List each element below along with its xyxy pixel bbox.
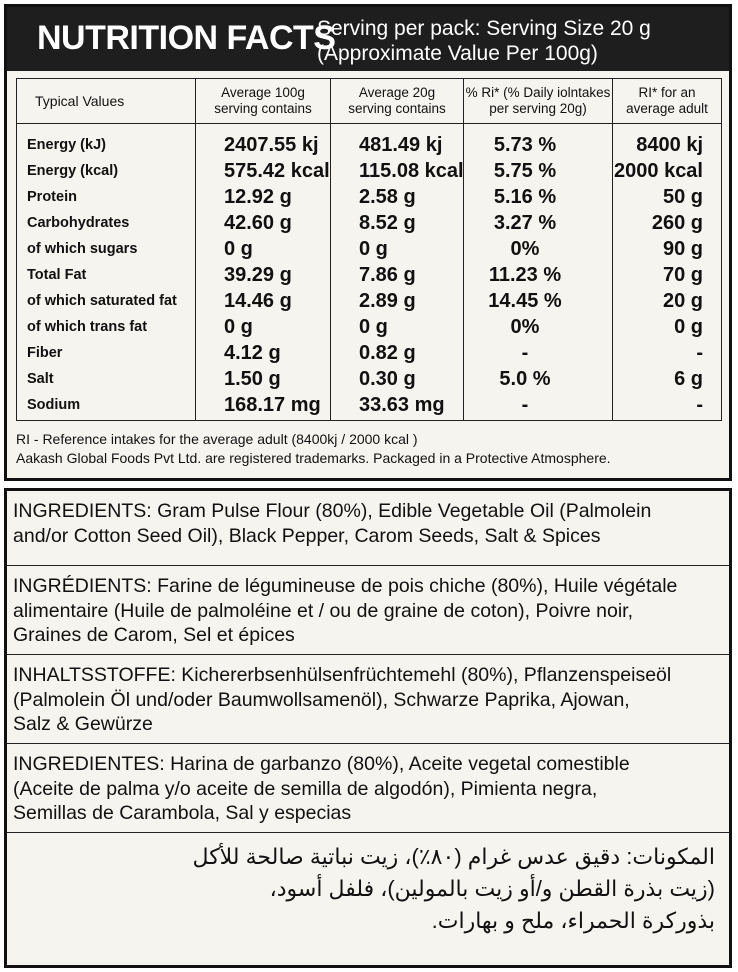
value-per-100g: 12.92 g	[224, 186, 292, 208]
nutrient-label: Fiber	[27, 345, 63, 361]
nutrient-label: Energy (kcal)	[27, 163, 119, 179]
nutrient-label: Energy (kJ)	[27, 137, 106, 153]
nutrient-label: of which saturated fat	[27, 293, 177, 309]
value-ri-percent: 5.73 %	[493, 134, 557, 156]
value-per-20g: 0.82 g	[359, 342, 416, 364]
value-per-20g: 0 g	[359, 316, 388, 338]
ingredients-french	[7, 566, 729, 655]
ingredients-line: INGRÉDIENTS: Farine de légumineuse de pois chiche (80%), Huile végétale	[13, 575, 678, 597]
ingredients-line: INGREDIENTS: Gram Pulse Flour (80%), Edible Vegetable Oil (Palmolein	[13, 500, 652, 522]
header-typical-values: Typical Values	[17, 79, 196, 124]
ingredients-line: (زيت بذرة القطن و/أو زيت بالمولين)، فلفل أسود،	[269, 876, 715, 901]
labels-column	[17, 124, 196, 421]
ri-note: RI - Reference intakes for the average adult (8400kj / 2000 kcal )	[16, 431, 418, 447]
value-ri-adult: 260 g	[651, 212, 703, 234]
value-ri-percent: 11.23 %	[488, 264, 562, 286]
nutrient-label: Carbohydrates	[27, 215, 130, 231]
value-per-20g: 7.86 g	[359, 264, 416, 286]
nutrition-header	[7, 7, 729, 71]
trademark-note: Aakash Global Foods Pvt Ltd. are registered trademarks. Packaged in a Protective Atmosphere.	[16, 450, 611, 466]
value-per-20g: 0.30 g	[359, 368, 416, 390]
ri-column	[464, 124, 613, 421]
value-per-100g: 575.42 kcal	[224, 160, 330, 182]
ingredients-line: alimentaire (Huile de palmoléine et / ou de graine de coton), Poivre noir,	[13, 599, 634, 622]
ingredients-panel	[4, 488, 732, 968]
value-ri-adult: -	[696, 394, 703, 416]
value-per-100g: 1.50 g	[224, 368, 281, 390]
value-ri-percent: 5.75 %	[493, 160, 557, 182]
ingredients-spanish	[7, 744, 729, 833]
ingredients-line: and/or Cotton Seed Oil), Black Pepper, Carom Seeds, Salt & Spices	[13, 524, 601, 547]
value-ri-percent: 5.0 %	[499, 368, 551, 390]
value-ri-percent: 0%	[510, 238, 540, 260]
value-ri-percent: -	[521, 342, 529, 364]
value-per-100g: 14.46 g	[224, 290, 292, 312]
value-ri-adult: -	[696, 342, 703, 364]
ingredients-english	[7, 491, 729, 566]
value-ri-percent: -	[521, 394, 529, 416]
value-per-20g: 33.63 mg	[359, 394, 445, 416]
nutrient-label: Salt	[27, 371, 54, 387]
header-per-20g: Average 20g serving contains	[331, 79, 464, 124]
value-per-20g: 0 g	[359, 238, 388, 260]
nutrition-table	[16, 78, 722, 421]
nutrient-label: of which sugars	[27, 241, 138, 257]
nutrition-title: NUTRITION FACTS	[37, 19, 336, 57]
table-header-row	[17, 79, 722, 124]
value-per-100g: 42.60 g	[224, 212, 292, 234]
value-ri-adult: 70 g	[662, 264, 703, 286]
header-ri-adult: RI* for an average adult	[613, 79, 722, 124]
per20-column	[331, 124, 464, 421]
nutrient-label: Total Fat	[27, 267, 87, 283]
value-per-20g: 481.49 kj	[359, 134, 443, 156]
nutrient-label: Protein	[27, 189, 77, 205]
value-ri-adult: 2000 kcal	[614, 160, 703, 182]
value-ri-percent: 3.27 %	[493, 212, 557, 234]
ingredients-line: (Aceite de palma y/o aceite de semilla de algodón), Pimienta negra,	[13, 777, 598, 800]
ingredients-arabic	[7, 833, 729, 965]
adult-column	[613, 124, 722, 421]
per100-column	[196, 124, 331, 421]
value-ri-adult: 20 g	[662, 290, 703, 312]
header-ri-percent: % Ri* (% Daily iolntakes per serving 20g)	[464, 79, 613, 124]
value-ri-adult: 0 g	[674, 316, 703, 338]
value-per-20g: 2.89 g	[359, 290, 416, 312]
table-body-row	[17, 124, 722, 421]
value-per-100g: 0 g	[224, 238, 253, 260]
ingredients-line: Salz & Gewürze	[13, 713, 153, 735]
value-ri-adult: 8400 kj	[636, 134, 703, 156]
serving-basis: (Approximate Value Per 100g)	[317, 42, 598, 65]
value-ri-adult: 90 g	[662, 238, 703, 260]
nutrient-label: Sodium	[27, 397, 81, 413]
value-per-20g: 115.08 kcal	[359, 160, 464, 182]
ingredients-line: INHALTSSTOFFE: Kichererbsenhülsenfrüchtemehl (80%), Pflanzenspeiseöl	[13, 664, 672, 686]
value-per-20g: 8.52 g	[359, 212, 416, 234]
value-ri-percent: 5.16 %	[493, 186, 557, 208]
ingredients-line: INGREDIENTES: Harina de garbanzo (80%), Aceite vegetal comestible	[13, 753, 630, 775]
nutrition-facts-panel	[4, 4, 732, 481]
value-per-100g: 168.17 mg	[224, 394, 321, 416]
header-per-100g: Average 100g serving contains	[196, 79, 331, 124]
nutrient-label: of which trans fat	[27, 319, 148, 335]
value-ri-percent: 0%	[510, 316, 540, 338]
ingredients-line: بذوركرة الحمراء، ملح و بهارات.	[431, 908, 715, 933]
ingredients-german	[7, 655, 729, 744]
value-ri-adult: 6 g	[674, 368, 703, 390]
ingredients-line: المكونات: دقيق عدس غرام (٨٠٪)، زيت نباتية صالحة للأكل	[192, 844, 715, 869]
ingredients-line: (Palmolein Öl und/oder Baumwollsamenöl), Schwarze Paprika, Ajowan,	[13, 688, 630, 711]
value-per-100g: 4.12 g	[224, 342, 281, 364]
value-per-100g: 39.29 g	[224, 264, 292, 286]
value-per-100g: 2407.55 kj	[224, 134, 319, 156]
nutrition-footer	[16, 430, 721, 468]
ingredients-line: Graines de Carom, Sel et épices	[13, 624, 295, 646]
value-per-100g: 0 g	[224, 316, 253, 338]
value-ri-adult: 50 g	[662, 186, 703, 208]
value-per-20g: 2.58 g	[359, 186, 416, 208]
ingredients-line: Semillas de Carambola, Sal y especias	[13, 802, 352, 824]
value-ri-percent: 14.45 %	[488, 290, 562, 312]
serving-info: Serving per pack: Serving Size 20 g	[317, 17, 651, 40]
